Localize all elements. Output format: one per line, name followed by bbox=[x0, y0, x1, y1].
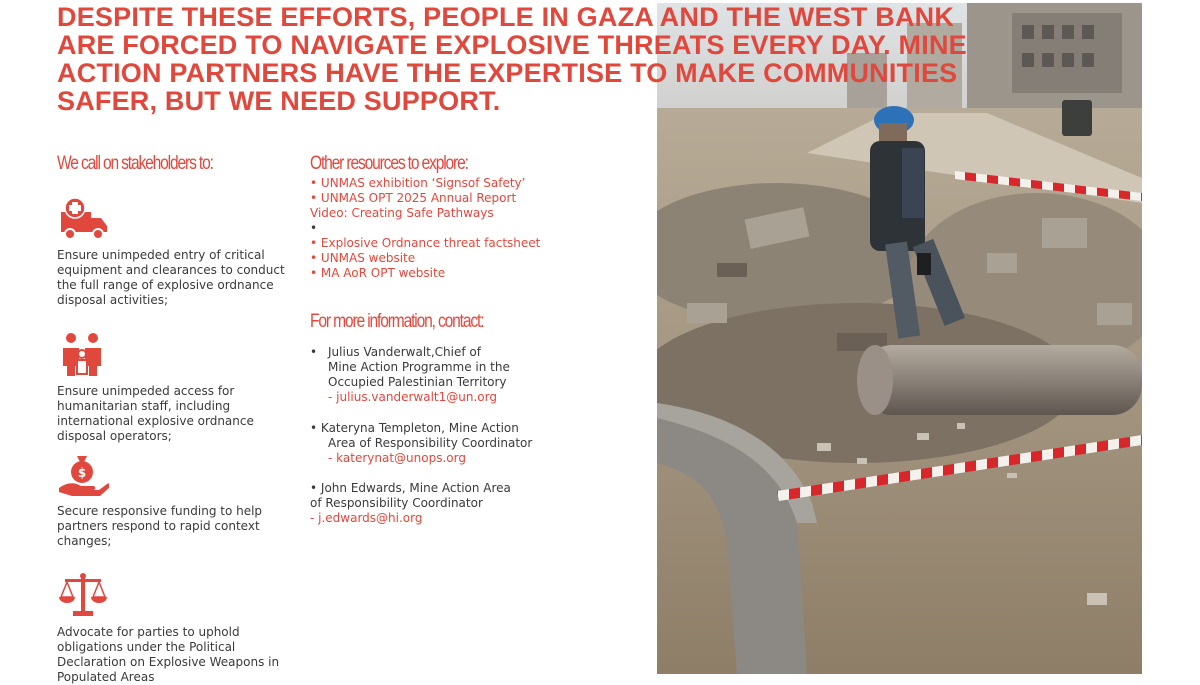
truck-icon bbox=[57, 194, 109, 242]
resources-title: Other resources to explore: bbox=[310, 153, 468, 174]
resource-link-unmas-website[interactable]: • UNMAS website bbox=[310, 251, 416, 265]
contact-person-1: • Julius Vanderwalt,Chief of Mine Action Programme in the Occupied Palestinian Territory - julius.vanderwalt1@un.org bbox=[310, 345, 510, 404]
contact-name: John Edwards, Mine Action Area bbox=[320, 481, 511, 495]
contact-person-3: • John Edwards, Mine Action Area of Responsibility Coordinator - j.edwards@hi.org bbox=[310, 481, 511, 525]
call-item-funding bbox=[57, 450, 297, 549]
explosive-ordnance bbox=[857, 345, 1142, 415]
call-item-text: Ensure unimpeded access for humanitarian staff, including international explosive ordnance disposal operators; bbox=[57, 384, 254, 443]
resource-link-exhibition[interactable]: • UNMAS exhibition ‘Signsof Safety’ bbox=[310, 176, 526, 190]
call-item-entry bbox=[57, 194, 297, 308]
resource-link-annual-report[interactable]: • UNMAS OPT 2025 Annual Report bbox=[310, 191, 517, 205]
vehicle bbox=[1062, 100, 1092, 136]
scales-icon bbox=[57, 571, 109, 619]
contact-name: Julius Vanderwalt,Chief of bbox=[328, 345, 481, 359]
family-icon bbox=[57, 330, 109, 378]
contact-email[interactable]: - j.edwards@hi.org bbox=[310, 511, 423, 525]
resource-empty-bullet: • bbox=[310, 221, 318, 235]
money-bag-hand-icon bbox=[57, 450, 109, 498]
contact-email[interactable]: - julius.vanderwalt1@un.org bbox=[328, 390, 497, 404]
resource-link-factsheet[interactable]: • Explosive Ordnance threat factsheet bbox=[310, 236, 541, 250]
resource-link-maaor-website[interactable]: • MA AoR OPT website bbox=[310, 266, 446, 280]
contact-name: Kateryna Templeton, Mine Action bbox=[320, 421, 519, 435]
resources-list bbox=[310, 176, 550, 281]
call-item-text: Secure responsive funding to help partners respond to rapid context changes; bbox=[57, 504, 263, 548]
resource-link-video[interactable]: Video: Creating Safe Pathways bbox=[310, 206, 494, 220]
call-item-text: Advocate for parties to uphold obligations under the Political Declaration on Explosive Weapons in Populated Areas bbox=[57, 625, 280, 684]
call-item-advocate bbox=[57, 571, 297, 685]
svg-text:$: $ bbox=[77, 466, 87, 480]
call-section-title: We call on stakeholders to: bbox=[57, 153, 213, 174]
contact-title: For more information, contact: bbox=[310, 311, 484, 332]
call-item-access bbox=[57, 330, 297, 444]
call-item-text: Ensure unimpeded entry of critical equipment and clearances to conduct the full range of explosive ordnance disposal activities; bbox=[57, 248, 285, 307]
contact-person-2: • Kateryna Templeton, Mine Action Area of Responsibility Coordinator - katerynat@unops.org bbox=[310, 421, 533, 465]
headline: DESPITE THESE EFFORTS, PEOPLE IN GAZA AND THE WEST BANK ARE FORCED TO NAVIGATE EXPLOSIVE THREATS EVERY DAY. MINE ACTION PARTNERS HAVE THE EXPERTISE TO MAKE COMMUNITIES SAFER, BUT WE NEED SUPPORT. bbox=[57, 2, 967, 116]
contact-email[interactable]: - katerynat@unops.org bbox=[328, 451, 466, 465]
